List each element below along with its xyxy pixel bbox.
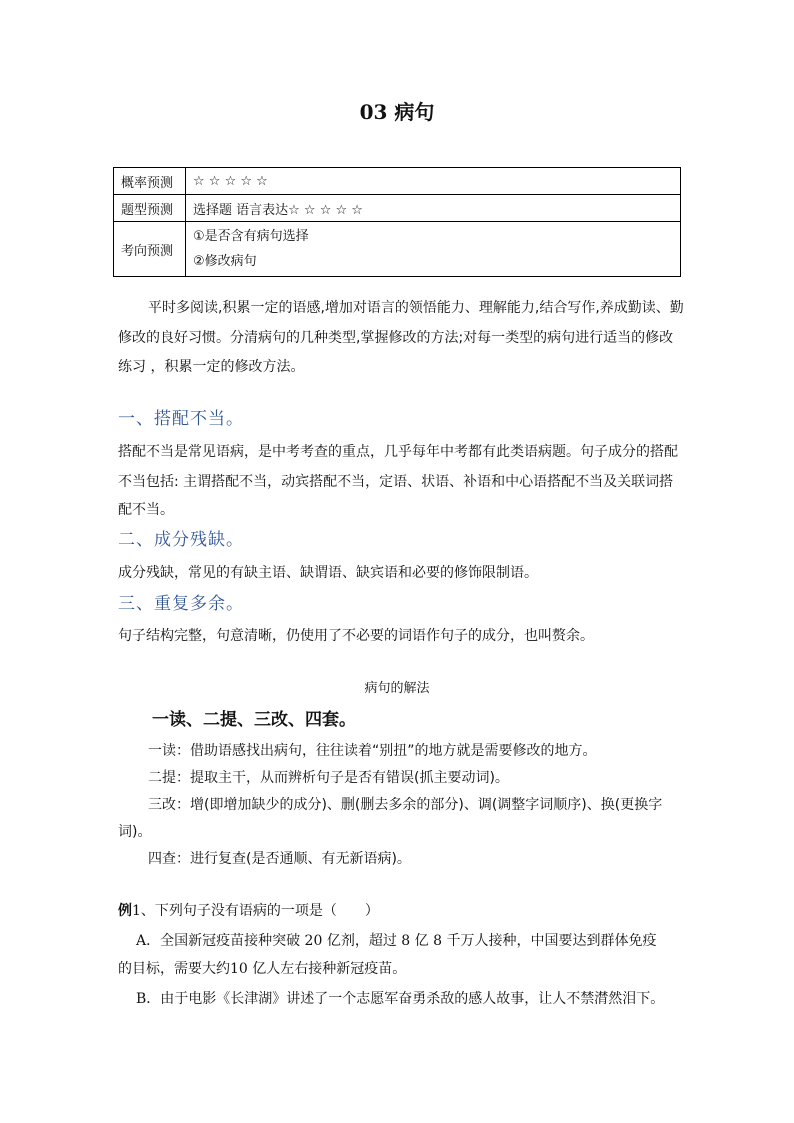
table-row xyxy=(114,195,681,222)
example-question xyxy=(118,897,379,926)
section-heading: 一、搭配不当。 xyxy=(118,409,244,429)
option-b-line: B．由于电影《长津湖》讲述了一个志愿军奋勇杀敌的感人故事，让人不禁潸然泪下。 xyxy=(136,991,665,1007)
direction-item: ①是否含有病句选择 xyxy=(193,229,309,244)
method-line: 一读：借助语感找出病句，往往读着“别扭”的地方就是需要修改的地方。 xyxy=(148,743,597,759)
question-text: 1、下列句子没有语病的一项是（ ） xyxy=(132,903,379,919)
document-title: 03 病句 xyxy=(359,100,435,124)
option-a-line: 的目标，需要大约10 亿人左右接种新冠疫苗。 xyxy=(118,961,407,977)
table-row xyxy=(114,168,681,195)
section-line: 不当包括: 主谓搭配不当，动宾搭配不当，定语、状语、补语和中心语搭配不当及关联词搭 xyxy=(118,474,674,490)
intro-line: 修改的良好习惯。分清病句的几种类型,掌握修改的方法;对每一类型的病句进行适当的修改 xyxy=(118,330,674,346)
table-row xyxy=(114,222,681,277)
intro-line: 练习 ，积累一定的修改方法。 xyxy=(118,359,305,375)
method-line: 四查：进行复查(是否通顺、有无新语病)。 xyxy=(148,851,411,867)
method-line: 三改：增(即增加缺少的成分)、删(删去多余的部分)、调(调整字词顺序)、换(更换字 xyxy=(148,797,663,813)
section-line: 句子结构完整，句意清晰，仍使用了不必要的词语作句子的成分，也叫赘余。 xyxy=(118,628,594,644)
methods-summary: 一读、二提、三改、四套。 xyxy=(152,710,356,730)
option-a-line: A．全国新冠疫苗接种突破 20 亿剂，超过 8 亿 8 千万人接种，中国要达到群体免疫 xyxy=(136,933,657,949)
row-value: 选择题 语言表达☆ ☆ ☆ ☆ ☆ xyxy=(186,195,681,222)
row-label: 概率预测 xyxy=(114,168,186,195)
section-line: 成分残缺，常见的有缺主语、缺谓语、缺宾语和必要的修饰限制语。 xyxy=(118,565,538,581)
direction-item: ②修改病句 xyxy=(193,254,257,269)
intro-line: 平时多阅读,积累一定的语感,增加对语言的领悟能力、理解能力,结合写作,养成勤读、勤 xyxy=(148,300,684,316)
row-label: 题型预测 xyxy=(114,195,186,222)
section-heading: 二、成分残缺。 xyxy=(118,530,244,550)
row-value: ☆ ☆ ☆ ☆ ☆ xyxy=(186,168,681,195)
section-line: 配不当。 xyxy=(118,502,174,518)
method-line: 词)。 xyxy=(118,824,152,840)
section-heading: 三、重复多余。 xyxy=(118,594,244,614)
row-label: 考向预测 xyxy=(114,222,186,277)
method-line: 二提：提取主干，从而辨析句子是否有错误(抓主要动词)。 xyxy=(148,770,509,786)
example-label: 例 xyxy=(118,903,132,919)
forecast-table xyxy=(113,167,681,277)
row-value xyxy=(186,222,681,277)
methods-title: 病句的解法 xyxy=(364,681,430,696)
section-line: 搭配不当是常见语病，是中考考查的重点，几乎每年中考都有此类语病题。句子成分的搭配 xyxy=(118,444,678,460)
